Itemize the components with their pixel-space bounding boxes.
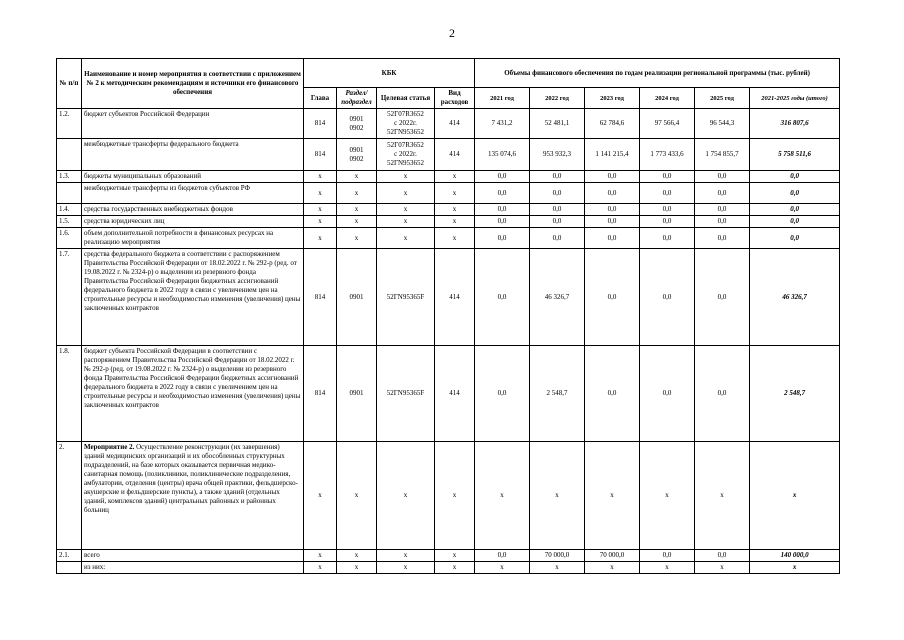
cell-y2024: 0,0 xyxy=(640,183,695,204)
cell-vid: х xyxy=(435,183,475,204)
cell-statya: х xyxy=(377,550,435,562)
cell-y2021: 0,0 xyxy=(475,204,530,216)
row-number xyxy=(57,183,82,204)
cell-glava: х xyxy=(304,171,337,183)
header-razdel: Раздел/ подраздел xyxy=(337,88,377,109)
cell-vid: х xyxy=(435,204,475,216)
cell-y2022: 52 481,1 xyxy=(530,109,585,139)
cell-y2024: 0,0 xyxy=(640,171,695,183)
cell-y2023: 0,0 xyxy=(585,228,640,249)
cell-y2022: х xyxy=(530,442,585,550)
cell-statya: х xyxy=(377,442,435,550)
table-row xyxy=(57,442,840,550)
row-number: 1.8. xyxy=(57,346,82,442)
cell-y2023: 0,0 xyxy=(585,171,640,183)
cell-y2025: 0,0 xyxy=(695,228,750,249)
cell-y2021: 0,0 xyxy=(475,249,530,346)
cell-vid: х xyxy=(435,228,475,249)
cell-y2023: 0,0 xyxy=(585,204,640,216)
table-header xyxy=(57,59,840,109)
header-name: Наименование и номер мероприятия в соответствии с приложением № 2 к методическим рекомендациям и источники его финансового обеспечения xyxy=(82,59,304,109)
row-name: бюджеты муниципальных образований xyxy=(82,171,304,183)
cell-y2023: 70 000,0 xyxy=(585,550,640,562)
cell-total: 140 000,0 xyxy=(750,550,840,562)
cell-vid: х xyxy=(435,550,475,562)
cell-vid: х xyxy=(435,562,475,574)
measure-title: Мероприятие 2. xyxy=(84,443,135,451)
cell-glava: х xyxy=(304,216,337,228)
table-row xyxy=(57,204,840,216)
cell-y2022: 0,0 xyxy=(530,171,585,183)
cell-y2021: 0,0 xyxy=(475,550,530,562)
cell-y2025: 0,0 xyxy=(695,550,750,562)
cell-statya: 52Г07R3652 с 2022г. 52ГN953652 xyxy=(377,139,435,171)
table-row xyxy=(57,249,840,346)
table-row xyxy=(57,183,840,204)
cell-y2023: х xyxy=(585,442,640,550)
cell-total: 0,0 xyxy=(750,228,840,249)
table-row xyxy=(57,346,840,442)
cell-razdel: х xyxy=(337,228,377,249)
header-y2021: 2021 год xyxy=(475,88,530,109)
cell-total: 316 807,6 xyxy=(750,109,840,139)
row-name: средства федерального бюджета в соответствии с распоряжением Правительства Российской Федерации от 18.02.2022 г. № 292-р (ред. от 19.08.2022 г. № 2324-р) о выделении из резервного фонда Правительства Российской Федерации бюджетных ассигнований федерального бюджета в 2022 году в связи с увеличением цен на строительные ресурсы и необходимостью изменения (увеличения) цены заключенных контрактов xyxy=(82,249,304,346)
header-y2023: 2023 год xyxy=(585,88,640,109)
header-num: № п/п xyxy=(57,59,82,109)
cell-y2022: х xyxy=(530,562,585,574)
cell-statya: 52Г07R3652 с 2022г. 52ГN953652 xyxy=(377,109,435,139)
cell-razdel: 0901 xyxy=(337,346,377,442)
cell-y2024: 0,0 xyxy=(640,249,695,346)
row-number: 1.7. xyxy=(57,249,82,346)
cell-y2022: 0,0 xyxy=(530,228,585,249)
cell-y2025: 0,0 xyxy=(695,346,750,442)
cell-statya: х xyxy=(377,171,435,183)
row-name: из них: xyxy=(82,562,304,574)
cell-statya: 52ГN95365F xyxy=(377,346,435,442)
cell-razdel: 0901 xyxy=(337,249,377,346)
cell-y2024: 97 566,4 xyxy=(640,109,695,139)
cell-y2025: 0,0 xyxy=(695,204,750,216)
header-statya: Целевая статья xyxy=(377,88,435,109)
cell-y2021: х xyxy=(475,442,530,550)
table-body xyxy=(57,109,840,574)
cell-y2021: 0,0 xyxy=(475,183,530,204)
header-vid: Вид расходов xyxy=(435,88,475,109)
cell-statya: х xyxy=(377,204,435,216)
cell-y2021: 0,0 xyxy=(475,346,530,442)
cell-y2022: 2 548,7 xyxy=(530,346,585,442)
cell-total: 2 548,7 xyxy=(750,346,840,442)
cell-statya: 52ГN95365F xyxy=(377,249,435,346)
cell-y2025: 1 754 855,7 xyxy=(695,139,750,171)
cell-glava: 814 xyxy=(304,249,337,346)
cell-razdel: х xyxy=(337,442,377,550)
header-y2022: 2022 год xyxy=(530,88,585,109)
row-number: 1.3. xyxy=(57,171,82,183)
header-total: 2021-2025 годы (итого) xyxy=(750,88,840,109)
cell-glava: х xyxy=(304,550,337,562)
cell-y2022: 0,0 xyxy=(530,183,585,204)
table-row xyxy=(57,550,840,562)
cell-y2022: 70 000,0 xyxy=(530,550,585,562)
cell-y2023: 0,0 xyxy=(585,346,640,442)
table-row xyxy=(57,216,840,228)
cell-vid: 414 xyxy=(435,139,475,171)
cell-y2021: х xyxy=(475,562,530,574)
row-number: 1.4. xyxy=(57,204,82,216)
cell-y2025: 96 544,3 xyxy=(695,109,750,139)
cell-y2025: х xyxy=(695,562,750,574)
cell-y2025: 0,0 xyxy=(695,216,750,228)
cell-statya: х xyxy=(377,228,435,249)
cell-y2023: 62 784,6 xyxy=(585,109,640,139)
row-name: межбюджетные трансферты из бюджетов субъектов РФ xyxy=(82,183,304,204)
cell-y2022: 46 326,7 xyxy=(530,249,585,346)
cell-glava: х xyxy=(304,562,337,574)
row-number: 2. xyxy=(57,442,82,550)
table-row xyxy=(57,228,840,249)
cell-razdel: 0901 0902 xyxy=(337,109,377,139)
cell-vid: х xyxy=(435,171,475,183)
cell-y2022: 953 932,3 xyxy=(530,139,585,171)
row-number: 1.5. xyxy=(57,216,82,228)
cell-total: х xyxy=(750,442,840,550)
row-name xyxy=(82,442,304,550)
cell-vid: 414 xyxy=(435,346,475,442)
cell-y2025: х xyxy=(695,442,750,550)
cell-y2021: 0,0 xyxy=(475,228,530,249)
funding-table xyxy=(56,58,840,574)
row-name: бюджет субъектов Российской Федерации xyxy=(82,109,304,139)
page-number: 2 xyxy=(449,26,455,40)
row-number xyxy=(57,562,82,574)
cell-y2024: 0,0 xyxy=(640,550,695,562)
cell-razdel: 0901 0902 xyxy=(337,139,377,171)
cell-statya: х xyxy=(377,216,435,228)
row-number: 1.6. xyxy=(57,228,82,249)
cell-vid: 414 xyxy=(435,109,475,139)
cell-y2024: х xyxy=(640,562,695,574)
cell-y2022: 0,0 xyxy=(530,204,585,216)
table-row xyxy=(57,109,840,139)
table-row xyxy=(57,171,840,183)
cell-total: 0,0 xyxy=(750,216,840,228)
cell-razdel: х xyxy=(337,562,377,574)
cell-glava: х xyxy=(304,228,337,249)
header-y2025: 2025 год xyxy=(695,88,750,109)
header-y2024: 2024 год xyxy=(640,88,695,109)
cell-glava: 814 xyxy=(304,139,337,171)
cell-y2024: 1 773 433,6 xyxy=(640,139,695,171)
cell-y2023: х xyxy=(585,562,640,574)
cell-y2023: 0,0 xyxy=(585,183,640,204)
cell-y2025: 0,0 xyxy=(695,249,750,346)
cell-razdel: х xyxy=(337,550,377,562)
cell-total: 0,0 xyxy=(750,204,840,216)
cell-razdel: х xyxy=(337,216,377,228)
measure-description: Осуществление реконструкции (их завершения) зданий медицинских организаций и их обособленных структурных подразделений, на базе которых оказывается первичная медико-санитарная помощь (поликлиники, поликлинические подразделения, амбулатории, отделения (центры) врача общей практики, фельдшерско-акушерские и фельдшерские пункты), а также зданий (отдельных зданий, комплексов зданий) центральных районных и районных больниц xyxy=(84,443,298,514)
cell-y2024: 0,0 xyxy=(640,346,695,442)
row-name: средства юридических лиц xyxy=(82,216,304,228)
cell-glava: х xyxy=(304,204,337,216)
cell-razdel: х xyxy=(337,183,377,204)
row-name: объем дополнительной потребности в финансовых ресурсах на реализацию мероприятия xyxy=(82,228,304,249)
row-number: 2.1. xyxy=(57,550,82,562)
header-funding: Объемы финансового обеспечения по годам реализации региональной программы (тыс. рублей) xyxy=(475,59,840,88)
cell-total: х xyxy=(750,562,840,574)
cell-razdel: х xyxy=(337,204,377,216)
cell-y2023: 0,0 xyxy=(585,249,640,346)
cell-glava: х xyxy=(304,183,337,204)
cell-y2023: 1 141 215,4 xyxy=(585,139,640,171)
cell-total: 5 758 511,6 xyxy=(750,139,840,171)
cell-vid: х xyxy=(435,216,475,228)
row-name: межбюджетные трансферты федерального бюджета xyxy=(82,139,304,171)
cell-glava: 814 xyxy=(304,346,337,442)
cell-statya: х xyxy=(377,183,435,204)
row-name: бюджет субъекта Российской Федерации в соответствии с распоряжением Правительства Российской Федерации от 18.02.2022 г. № 292-р (ред. от 19.08.2022 г. № 2324-р) о выделении из резервного фонда Правительства Российской Федерации бюджетных ассигнований федерального бюджета в 2022 году в связи с увеличением цен на строительные ресурсы и необходимостью изменения (увеличения) цены заключенных контрактов xyxy=(82,346,304,442)
cell-y2021: 0,0 xyxy=(475,216,530,228)
row-number: 1.2. xyxy=(57,109,82,139)
cell-y2024: х xyxy=(640,442,695,550)
cell-y2025: 0,0 xyxy=(695,183,750,204)
cell-y2021: 135 074,6 xyxy=(475,139,530,171)
cell-y2023: 0,0 xyxy=(585,216,640,228)
cell-total: 0,0 xyxy=(750,183,840,204)
row-name: средства государственных внебюджетных фондов xyxy=(82,204,304,216)
cell-total: 46 326,7 xyxy=(750,249,840,346)
cell-y2024: 0,0 xyxy=(640,228,695,249)
cell-glava: 814 xyxy=(304,109,337,139)
cell-y2022: 0,0 xyxy=(530,216,585,228)
header-kbk: КБК xyxy=(304,59,475,88)
cell-total: 0,0 xyxy=(750,171,840,183)
cell-y2024: 0,0 xyxy=(640,204,695,216)
header-glava: Глава xyxy=(304,88,337,109)
cell-y2024: 0,0 xyxy=(640,216,695,228)
table-row xyxy=(57,139,840,171)
row-name: всего xyxy=(82,550,304,562)
cell-y2021: 0,0 xyxy=(475,171,530,183)
cell-glava: х xyxy=(304,442,337,550)
cell-vid: 414 xyxy=(435,249,475,346)
cell-vid: х xyxy=(435,442,475,550)
cell-statya: х xyxy=(377,562,435,574)
table-row xyxy=(57,562,840,574)
cell-y2025: 0,0 xyxy=(695,171,750,183)
cell-razdel: х xyxy=(337,171,377,183)
row-number xyxy=(57,139,82,171)
cell-y2021: 7 431,2 xyxy=(475,109,530,139)
